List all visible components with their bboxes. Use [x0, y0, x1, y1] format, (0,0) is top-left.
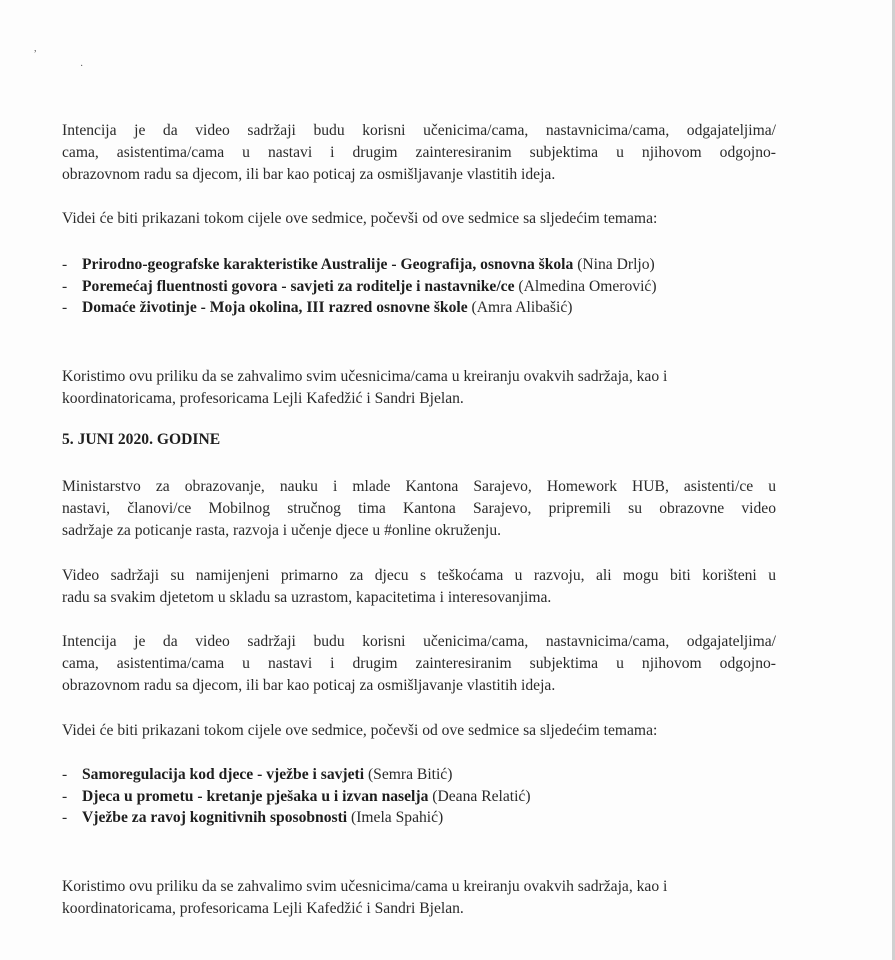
list-item — [62, 764, 782, 786]
topic-title: Djeca u prometu - kretanje pješaka u i izvan naselja — [82, 787, 429, 805]
topic-title: Domaće životinje - Moja okolina, III razred osnovne škole — [82, 299, 468, 316]
purpose-paragraph — [62, 565, 776, 609]
dash-bullet: - — [62, 766, 68, 783]
intro-paragraph-2 — [62, 720, 776, 742]
topic-author: (Amra Alibašić) — [471, 299, 573, 316]
topic-list-1 — [62, 254, 782, 319]
intent-paragraph-2 — [62, 631, 776, 697]
paragraph-line: Koristimo ovu priliku da se zahvalimo svim učesnicima/cama u kreiranju ovakvih sadržaja, kao i — [62, 368, 668, 385]
topic-list-2 — [62, 764, 782, 829]
paragraph-line: radu sa svakim djetetom u skladu sa uzrastom, kapacitetima i interesovanjima. — [62, 589, 552, 606]
ministry-paragraph — [62, 476, 776, 542]
dash-bullet: - — [62, 787, 68, 805]
date-heading: 5. JUNI 2020. GODINE — [62, 431, 221, 448]
intent-paragraph-1 — [62, 120, 776, 186]
dash-bullet: - — [62, 256, 68, 273]
paragraph-line: obrazovnom radu sa djecom, ili bar kao poticaj za osmišljavanje vlastitih ideja. — [62, 166, 556, 183]
dash-bullet: - — [62, 299, 68, 316]
paragraph-line: nastavi, članovi/ce Mobilnog stručnog tima Kantona Sarajevo, pripremili su obrazovne video — [62, 500, 776, 517]
topic-title: Prirodno-geografske karakteristike Australije - Geografija, osnovna škola — [82, 256, 574, 273]
scan-speck: · — [80, 61, 84, 72]
paragraph-line: Video sadržaji su namijenjeni primarno za djecu s teškoćama u razvoju, ali mogu biti korišteni u — [62, 567, 776, 584]
intro-paragraph-1 — [62, 208, 776, 230]
dash-bullet: - — [62, 809, 68, 826]
paragraph-line: cama, asistentima/cama u nastavi i drugim zainteresiranim subjektima u njihovom odgojno- — [62, 144, 776, 161]
paragraph-line: koordinatoricama, profesoricama Lejli Kafedžić i Sandri Bjelan. — [62, 900, 464, 917]
paragraph-line: Videi će biti prikazani tokom cijele ove sedmice, počevši od ove sedmice sa sljedećim temama: — [62, 722, 658, 739]
list-item — [62, 807, 782, 829]
topic-author: (Semra Bitić) — [367, 766, 453, 783]
paragraph-line: Intencija je da video sadržaji budu korisni učenicima/cama, nastavnicima/cama, odgajateljima/ — [62, 122, 776, 139]
dash-bullet: - — [62, 277, 68, 295]
topic-author: (Almedina Omerović) — [518, 277, 657, 295]
topic-author: (Nina Drljo) — [577, 256, 655, 273]
topic-title: Vježbe za ravoj kognitivnih sposobnosti — [82, 809, 348, 826]
list-item — [62, 254, 782, 276]
paragraph-line: Koristimo ovu priliku da se zahvalimo svim učesnicima/cama u kreiranju ovakvih sadržaja, kao i — [62, 878, 668, 895]
paragraph-line: Videi će biti prikazani tokom cijele ove sedmice, počevši od ove sedmice sa sljedećim temama: — [62, 210, 658, 227]
paragraph-line: Intencija je da video sadržaji budu korisni učenicima/cama, nastavnicima/cama, odgajateljima/ — [62, 633, 776, 650]
topic-title: Samoregulacija kod djece - vježbe i savjeti — [82, 766, 365, 783]
scan-speck: , — [34, 43, 37, 54]
list-item — [62, 276, 782, 298]
topic-author: (Deana Relatić) — [432, 787, 531, 805]
topic-title: Poremećaj fluentnosti govora - savjeti za roditelje i nastavnike/ce — [82, 277, 515, 295]
topic-author: (Imela Spahić) — [351, 809, 444, 826]
list-item — [62, 786, 782, 808]
paragraph-line: koordinatoricama, profesoricama Lejli Kafedžić i Sandri Bjelan. — [62, 390, 464, 407]
list-item — [62, 297, 782, 319]
paragraph-line: sadržaje za poticanje rasta, razvoja i učenje djece u #online okruženju. — [62, 522, 502, 539]
paragraph-line: obrazovnom radu sa djecom, ili bar kao poticaj za osmišljavanje vlastitih ideja. — [62, 677, 556, 694]
paragraph-line: cama, asistentima/cama u nastavi i drugim zainteresiranim subjektima u njihovom odgojno- — [62, 655, 776, 672]
thanks-paragraph-2 — [62, 876, 776, 920]
paragraph-line: Ministarstvo za obrazovanje, nauku i mlade Kantona Sarajevo, Homework HUB, asistenti/ce u — [62, 478, 776, 495]
thanks-paragraph-1 — [62, 366, 776, 410]
